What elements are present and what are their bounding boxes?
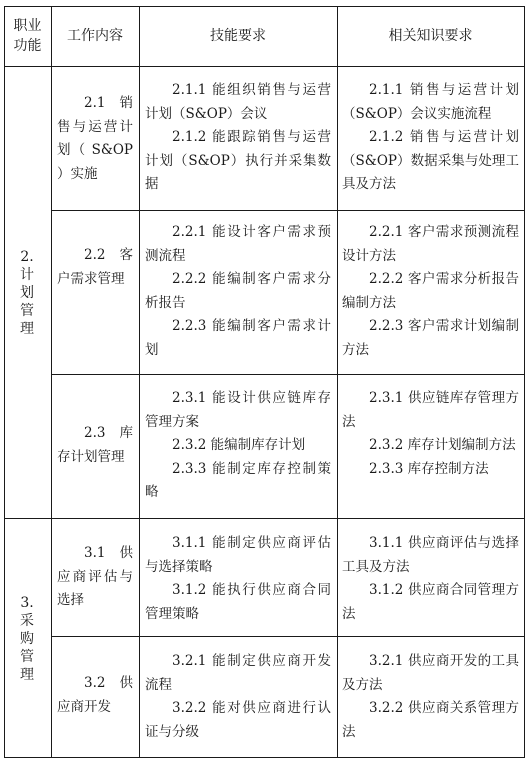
function-label-char: 理 <box>20 667 34 683</box>
header-skills: 技能要求 <box>210 28 266 44</box>
skills-cell <box>145 221 331 362</box>
work-content-cell: 2.1 销售与运营计划（ S&OP ）实施 <box>57 95 133 182</box>
column-divider <box>337 6 338 758</box>
function-label-procurement <box>18 594 36 684</box>
row-divider <box>51 636 525 637</box>
function-label-char: 采 <box>20 613 34 629</box>
function-label-char: 管 <box>20 649 34 665</box>
header-divider <box>4 66 525 67</box>
function-label-planning <box>18 248 36 338</box>
skill-item: 3.2.2 能对供应商进行认证与分级 <box>145 700 331 740</box>
knowledge-item: 3.1.2 供应商合同管理方法 <box>342 582 519 622</box>
column-divider <box>51 6 52 758</box>
knowledge-item: 2.2.1 客户需求预测流程设计方法 <box>342 224 519 264</box>
knowledge-cell <box>342 387 519 481</box>
header-knowledge: 相关知识要求 <box>388 28 473 44</box>
table-top-border <box>4 6 525 7</box>
skill-item: 2.2.1 能设计客户需求预测流程 <box>145 224 331 264</box>
knowledge-item: 2.2.2 客户需求分析报告编制方法 <box>342 271 519 311</box>
function-label-char: 理 <box>20 321 34 337</box>
skill-item: 2.3.3 能制定库存控制策略 <box>145 460 331 500</box>
function-label-char: 划 <box>20 285 34 301</box>
skill-item: 2.2.3 能编制客户需求计划 <box>145 318 331 358</box>
table-left-border <box>4 6 5 758</box>
knowledge-item: 2.3.1 供应链库存管理方法 <box>342 390 519 430</box>
skill-item: 2.3.1 能设计供应链库存管理方案 <box>145 390 331 430</box>
knowledge-item: 3.2.2 供应商关系管理方法 <box>342 700 519 740</box>
work-content-cell: 2.2 客户需求管理 <box>57 247 133 287</box>
skills-cell <box>145 387 331 505</box>
knowledge-item: 2.3.2 库存计划编制方法 <box>369 437 516 453</box>
row-divider <box>51 374 525 375</box>
work-content-cell: 2.3 库存计划管理 <box>57 425 133 465</box>
knowledge-cell <box>342 650 519 744</box>
skills-cell <box>145 650 331 744</box>
skill-item: 3.1.2 能执行供应商合同管理策略 <box>145 582 331 622</box>
knowledge-item: 3.1.1 供应商评估与选择工具及方法 <box>342 535 519 575</box>
table-right-border <box>524 6 525 758</box>
knowledge-item: 2.3.3 库存控制方法 <box>369 460 489 477</box>
knowledge-item: 2.1.1 销售与运营计划（S&OP）会议实施流程 <box>342 82 519 122</box>
knowledge-item: 3.2.1 供应商开发的工具及方法 <box>342 653 519 693</box>
skill-item: 2.1.1 能组织销售与运营计划（S&OP）会议 <box>145 82 331 122</box>
skill-item: 2.1.2 能跟踪销售与运营计划（S&OP）执行并采集数据 <box>145 129 331 192</box>
section-divider <box>4 518 525 519</box>
knowledge-cell <box>342 221 519 362</box>
function-label-char: 计 <box>20 267 34 283</box>
knowledge-item: 2.2.3 客户需求计划编制方法 <box>342 318 519 358</box>
skills-cell <box>145 532 331 626</box>
header-work-content: 工作内容 <box>67 28 123 44</box>
work-content-cell: 3.2 供应商开发 <box>57 675 133 715</box>
skill-item: 3.1.1 能制定供应商评估与选择策略 <box>145 535 331 575</box>
header-function: 职业 功能 <box>13 18 42 54</box>
function-label-char: 购 <box>20 631 34 647</box>
skills-cell <box>145 79 331 197</box>
function-label-char: 3. <box>20 595 34 611</box>
function-label-char: 管 <box>20 303 34 319</box>
knowledge-item: 2.1.2 销售与运营计划（S&OP）数据采集与处理工具及方法 <box>342 129 519 192</box>
knowledge-cell <box>342 532 519 626</box>
work-content-cell: 3.1 供应商评估与选择 <box>57 545 133 608</box>
skill-item: 3.2.1 能制定供应商开发流程 <box>145 653 331 693</box>
function-label-char: 2. <box>20 249 34 265</box>
knowledge-cell <box>342 79 519 197</box>
skill-item: 2.3.2 能编制库存计划 <box>172 437 306 453</box>
row-divider <box>51 210 525 211</box>
table-bottom-border <box>4 757 525 758</box>
skill-item: 2.2.2 能编制客户需求分析报告 <box>145 271 331 311</box>
column-divider <box>139 6 140 758</box>
